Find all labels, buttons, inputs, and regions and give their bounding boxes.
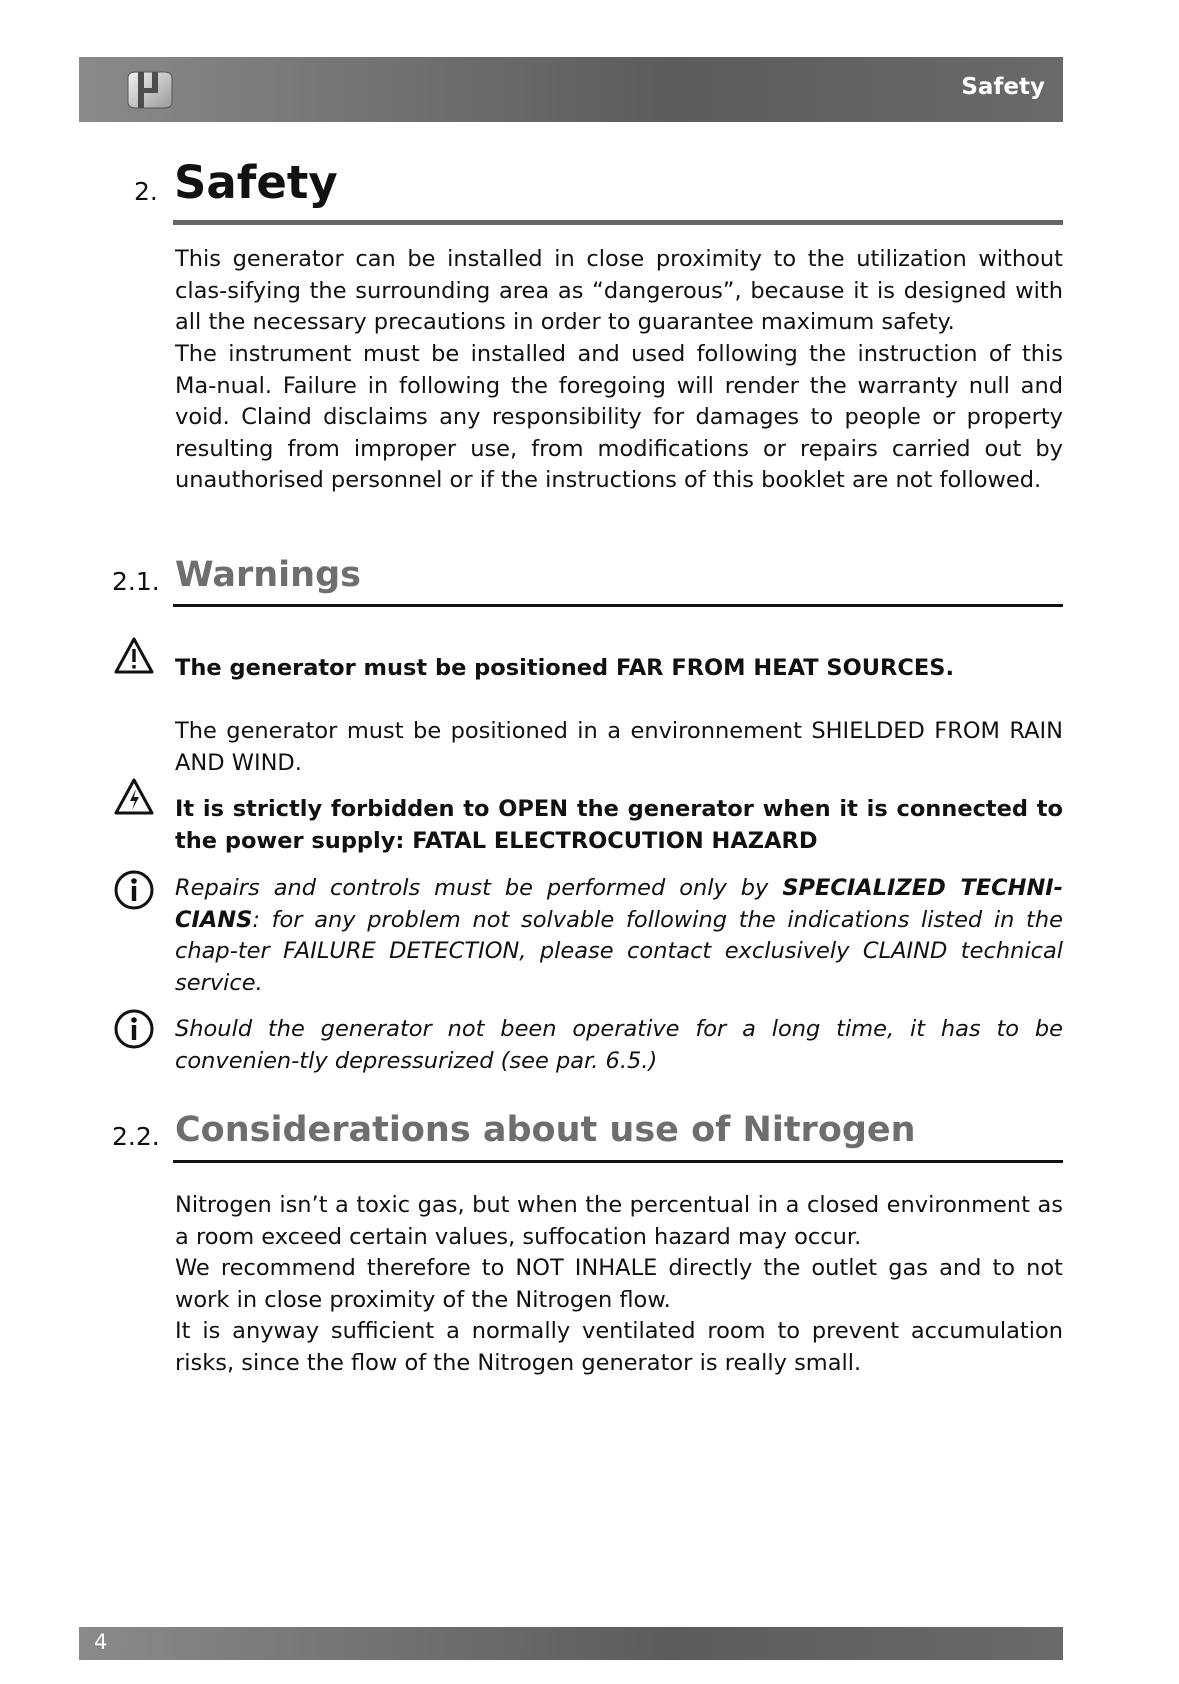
intro-paragraph-2: The instrument must be installed and used following the instruction of this Ma-nual. Failure in following the foregoing will render the warranty null and void. Claind disclaims any responsibility for damages to people or property resulting from improper use, from modifications or repairs carried out by unauthorised personnel or if the instructions of this booklet are not followed. [175, 341, 1063, 493]
header-bar [79, 57, 1063, 122]
warnings-rule [173, 604, 1063, 607]
title-rule [173, 220, 1063, 225]
warning-electrocution: It is strictly forbidden to OPEN the generator when it is connected to the power supply: FATAL ELECTROCUTION HAZARD [175, 796, 1063, 854]
intro-paragraph-1: This generator can be installed in close proximity to the utilization without clas-sifying the surrounding area as “dangerous”, because it is designed with all the necessary precautions in order to guarantee maximum safety. [175, 246, 1063, 335]
info-text-bold: SPECIALIZED TECHNI-CIANS [175, 875, 1063, 933]
nitrogen-heading: Considerations about use of Nitrogen [175, 1110, 916, 1150]
warning-heat-sources: The generator must be positioned FAR FROM HEAT SOURCES. [175, 655, 954, 681]
page-number: 4 [94, 1630, 108, 1654]
info-text-pre: Repairs and controls must be performed only by [175, 875, 783, 901]
nitrogen-rule [173, 1160, 1063, 1163]
warning-triangle-icon [113, 636, 155, 676]
info-specialized-technicians [175, 873, 1063, 999]
nitrogen-section-number: 2.2. [112, 1122, 160, 1151]
info-text-post: : for any problem not solvable following the indications listed in the chap-ter FAILURE DETECTION, please contact exclusively CLAIND technical service. [175, 906, 1063, 996]
info-icon [113, 869, 155, 911]
info-icon [113, 1008, 155, 1050]
nitrogen-paragraph-1: Nitrogen isn’t a toxic gas, but when the percentual in a closed environment as a room exceed certain values, suffocation hazard may occur. [175, 1192, 1063, 1250]
footer-bar [79, 1627, 1063, 1660]
nitrogen-paragraph-2: We recommend therefore to NOT INHALE directly the outlet gas and to not work in close proximity of the Nitrogen flow. [175, 1255, 1063, 1313]
warnings-section-number: 2.1. [112, 567, 160, 596]
nitrogen-paragraph-3: It is anyway sufficient a normally ventilated room to prevent accumulation risks, since the flow of the Nitrogen generator is really small. [175, 1318, 1063, 1376]
page-title: Safety [174, 156, 338, 209]
info-depressurize: Should the generator not been operative for a long time, it has to be convenien-tly depressurized (see par. 6.5.) [175, 1016, 1063, 1074]
header-title: Safety [961, 74, 1045, 100]
claind-logo-icon [124, 68, 176, 112]
shielded-paragraph: The generator must be positioned in a environnement SHIELDED FROM RAIN AND WIND. [175, 718, 1063, 776]
warnings-heading: Warnings [175, 555, 361, 595]
electrical-hazard-icon [113, 777, 155, 817]
section-number: 2. [134, 177, 158, 206]
